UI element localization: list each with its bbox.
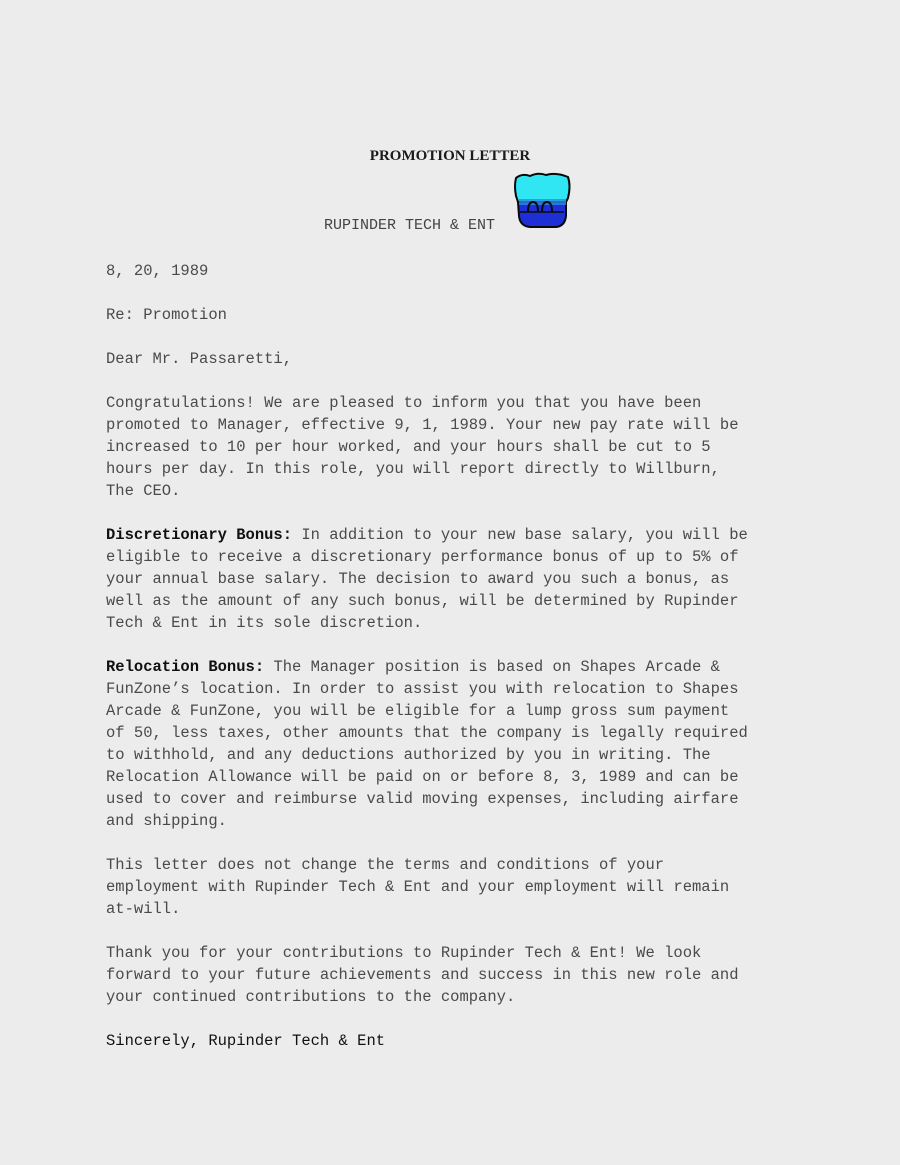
paragraph-line: The CEO. bbox=[106, 482, 181, 500]
company-name: RUPINDER TECH & ENT bbox=[324, 217, 496, 234]
paragraph-line: your annual base salary. The decision to award you such a bonus, as bbox=[106, 570, 730, 588]
paragraph-line: This letter does not change the terms and conditions of your bbox=[106, 856, 665, 874]
paragraph-line: increased to 10 per hour worked, and your hours shall be cut to 5 bbox=[106, 438, 711, 456]
paragraph-line: of 50, less taxes, other amounts that the company is legally required bbox=[106, 724, 748, 742]
paragraph-line: Tech & Ent in its sole discretion. bbox=[106, 614, 423, 632]
paragraph-line: Arcade & FunZone, you will be eligible for a lump gross sum payment bbox=[106, 702, 730, 720]
relocation-bonus-heading: Relocation Bonus: bbox=[106, 658, 265, 676]
paragraph-line: FunZone’s location. In order to assist you with relocation to Shapes bbox=[106, 680, 739, 698]
salutation: Dear Mr. Passaretti, bbox=[106, 350, 293, 368]
discretionary-bonus-first-line bbox=[106, 524, 748, 546]
paragraph-line: Relocation Allowance will be paid on or before 8, 3, 1989 and can be bbox=[106, 768, 739, 786]
discretionary-bonus-heading: Discretionary Bonus: bbox=[106, 526, 293, 544]
paragraph-line: to withhold, and any deductions authorized by you in writing. The bbox=[106, 746, 711, 764]
paragraph-line: used to cover and reimburse valid moving expenses, including airfare bbox=[106, 790, 739, 808]
letter-date: 8, 20, 1989 bbox=[106, 262, 209, 280]
paragraph-line: well as the amount of any such bonus, will be determined by Rupinder bbox=[106, 592, 739, 610]
bucket-smiley-logo bbox=[512, 172, 572, 230]
paragraph-line: promoted to Manager, effective 9, 1, 1989. Your new pay rate will be bbox=[106, 416, 739, 434]
paragraph-line: at-will. bbox=[106, 900, 181, 918]
paragraph-line: employment with Rupinder Tech & Ent and your employment will remain bbox=[106, 878, 730, 896]
paragraph-line: Thank you for your contributions to Rupinder Tech & Ent! We look bbox=[106, 944, 702, 962]
paragraph-text: The Manager position is based on Shapes Arcade & bbox=[264, 658, 720, 676]
paragraph-text: In addition to your new base salary, you will be bbox=[292, 526, 748, 544]
paragraph-line: forward to your future achievements and success in this new role and bbox=[106, 966, 739, 984]
relocation-bonus-first-line bbox=[106, 656, 720, 678]
letter-title: PROMOTION LETTER bbox=[369, 148, 531, 164]
paragraph-line: and shipping. bbox=[106, 812, 227, 830]
paragraph-line: hours per day. In this role, you will report directly to Willburn, bbox=[106, 460, 720, 478]
paragraph-line: your continued contributions to the company. bbox=[106, 988, 516, 1006]
paragraph-line: eligible to receive a discretionary performance bonus of up to 5% of bbox=[106, 548, 739, 566]
signoff: Sincerely, Rupinder Tech & Ent bbox=[106, 1032, 386, 1050]
subject-line: Re: Promotion bbox=[106, 306, 227, 324]
paragraph-line: Congratulations! We are pleased to inform you that you have been bbox=[106, 394, 702, 412]
